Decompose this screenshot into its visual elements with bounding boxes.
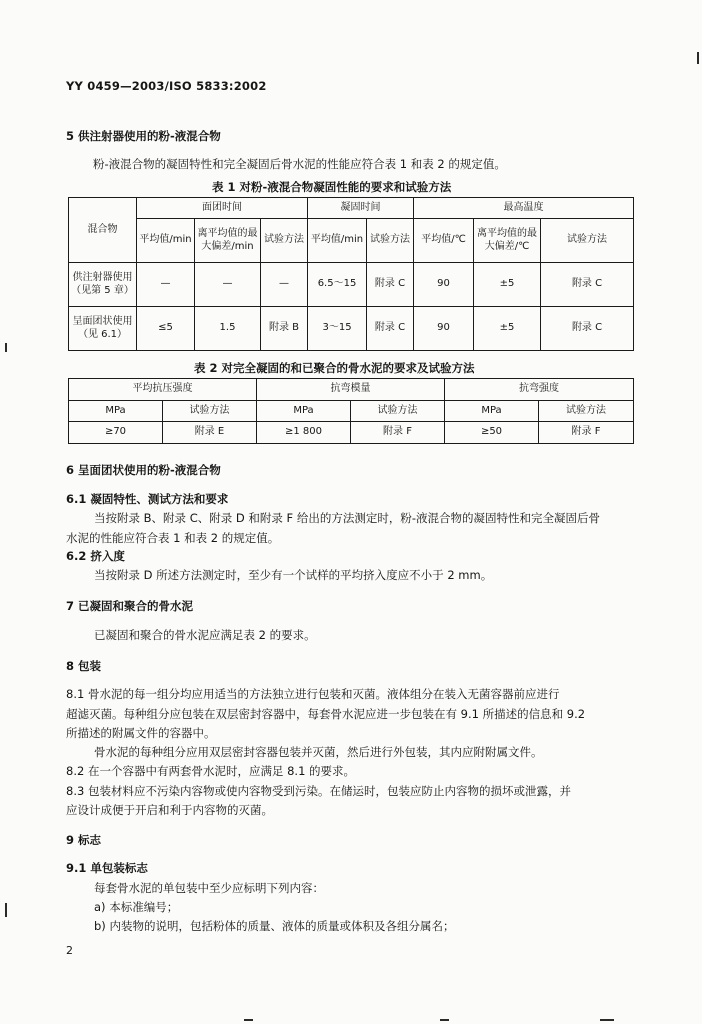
table-1-header-dough-time: 面团时间 [137, 198, 308, 219]
section-6-heading: 6 呈面团状使用的粉-液混合物 [66, 463, 221, 477]
table-1-subheader: 平均值/min [308, 219, 367, 263]
table-2-cell: 附录 F [539, 422, 634, 444]
section-6-2-heading: 6.2 挤入度 [66, 549, 125, 563]
table-2 [68, 378, 634, 444]
table-2-subheader: MPa [257, 401, 351, 422]
table-1 [68, 197, 634, 351]
section-5-paragraph: 粉-液混合物的凝固特性和完全凝固后骨水泥的性能应符合表 1 和表 2 的规定值。 [93, 157, 506, 171]
section-5-heading: 5 供注射器使用的粉-液混合物 [66, 129, 221, 143]
page-number: 2 [66, 944, 73, 957]
table-2-subheader: MPa [69, 401, 163, 422]
section-8-1-text: 所描述的附属文件的容器中。 [66, 726, 216, 740]
scan-mark-left [5, 903, 7, 917]
scan-mark-right [697, 52, 699, 64]
section-8-1-text: 超滤灭菌。每种组分应包装在双层密封容器中，每套骨水泥应进一步包装在有 9.1 所描述的信息和 9.2 [66, 707, 586, 721]
section-8-3-text: 8.3 包装材料应不污染内容物或使内容物受到污染。在储运时，包装应防止内容物的损坏或泄露，并 [66, 784, 571, 798]
table-row [69, 307, 634, 351]
table-1-subheader: 平均值/min [137, 219, 195, 263]
scan-mark-bottom [440, 1019, 449, 1021]
table-1-header-mixture: 混合物 [69, 198, 137, 263]
section-9-heading: 9 标志 [66, 833, 102, 847]
scan-mark-bottom [244, 1019, 253, 1021]
table-1-cell: 供注射器使用（见第 5 章） [69, 263, 137, 307]
table-1-cell: 90 [414, 263, 474, 307]
table-1-subheader: 试验方法 [541, 219, 634, 263]
table-1-header-max-temperature: 最高温度 [414, 198, 634, 219]
table-1-cell: 附录 B [261, 307, 308, 351]
table-1-cell: — [137, 263, 195, 307]
section-8-1-text: 骨水泥的每种组分应用双层密封容器包装并灭菌，然后进行外包装，其内应附附属文件。 [94, 745, 543, 759]
table-1-cell: ≤5 [137, 307, 195, 351]
table-2-subheader: 试验方法 [539, 401, 634, 422]
table-1-cell: ±5 [474, 263, 541, 307]
table-2-cell: 附录 F [351, 422, 445, 444]
table-1-cell: — [195, 263, 261, 307]
table-1-subheader: 离平均值的最大偏差/℃ [474, 219, 541, 263]
table-1-subheader: 试验方法 [261, 219, 308, 263]
table-1-cell: 附录 C [367, 307, 414, 351]
table-1-cell: — [261, 263, 308, 307]
table-2-header-bending-strength: 抗弯强度 [445, 379, 634, 401]
table-2-subheader: 试验方法 [351, 401, 445, 422]
table-2-subheader: 试验方法 [163, 401, 257, 422]
section-7-heading: 7 已凝固和聚合的骨水泥 [66, 599, 194, 613]
table-1-cell: 1.5 [195, 307, 261, 351]
section-7-text: 已凝固和聚合的骨水泥应满足表 2 的要求。 [94, 628, 316, 642]
table-1-cell: 6.5～15 [308, 263, 367, 307]
section-6-1-text: 当按附录 B、附录 C、附录 D 和附录 F 给出的方法测定时，粉-液混合物的凝固特性和完全凝固后骨 [94, 511, 600, 525]
list-item: b) 内装物的说明，包括粉体的质量、液体的质量或体积及各组分属名； [94, 919, 455, 933]
section-8-3-text: 应设计成便于开启和利于内容物的灭菌。 [66, 803, 273, 817]
table-1-cell: ±5 [474, 307, 541, 351]
table-1-cell: 附录 C [541, 307, 634, 351]
section-8-heading: 8 包装 [66, 659, 102, 673]
table-1-cell: 附录 C [367, 263, 414, 307]
section-8-1-text: 8.1 骨水泥的每一组分均应用适当的方法独立进行包装和灭菌。液体组分在装入无菌容器前应进行 [66, 687, 560, 701]
section-6-1-text: 水泥的性能应符合表 1 和表 2 的规定值。 [66, 531, 280, 545]
table-1-header-setting-time: 凝固时间 [308, 198, 414, 219]
table-1-caption: 表 1 对粉-液混合物凝固性能的要求和试验方法 [212, 180, 452, 194]
section-6-2-text: 当按附录 D 所述方法测定时，至少有一个试样的平均挤入度应不小于 2 mm。 [94, 568, 493, 582]
table-2-header-compressive-strength: 平均抗压强度 [69, 379, 257, 401]
scan-mark-left [5, 343, 7, 352]
section-8-2-text: 8.2 在一个容器中有两套骨水泥时，应满足 8.1 的要求。 [66, 764, 356, 778]
table-1-cell: 90 [414, 307, 474, 351]
list-item: a) 本标准编号； [94, 900, 179, 914]
table-row [69, 263, 634, 307]
table-2-cell: 附录 E [163, 422, 257, 444]
table-2-cell: ≥70 [69, 422, 163, 444]
table-1-subheader: 试验方法 [367, 219, 414, 263]
table-2-cell: ≥50 [445, 422, 539, 444]
section-9-1-heading: 9.1 单包装标志 [66, 861, 148, 875]
table-1-subheader: 离平均值的最大偏差/min [195, 219, 261, 263]
table-1-cell: 呈面团状使用（见 6.1） [69, 307, 137, 351]
table-2-header-bending-modulus: 抗弯模量 [257, 379, 445, 401]
standard-number-header: YY 0459—2003/ISO 5833:2002 [66, 79, 267, 93]
table-1-subheader: 平均值/℃ [414, 219, 474, 263]
section-9-1-text: 每套骨水泥的单包装中至少应标明下列内容： [94, 881, 324, 895]
section-6-1-heading: 6.1 凝固特性、测试方法和要求 [66, 492, 229, 506]
table-1-cell: 3～15 [308, 307, 367, 351]
table-1-cell: 附录 C [541, 263, 634, 307]
table-2-subheader: MPa [445, 401, 539, 422]
table-row [69, 422, 634, 444]
table-2-cell: ≥1 800 [257, 422, 351, 444]
scan-mark-bottom [600, 1019, 614, 1021]
table-2-caption: 表 2 对完全凝固的和已聚合的骨水泥的要求及试验方法 [194, 361, 475, 375]
